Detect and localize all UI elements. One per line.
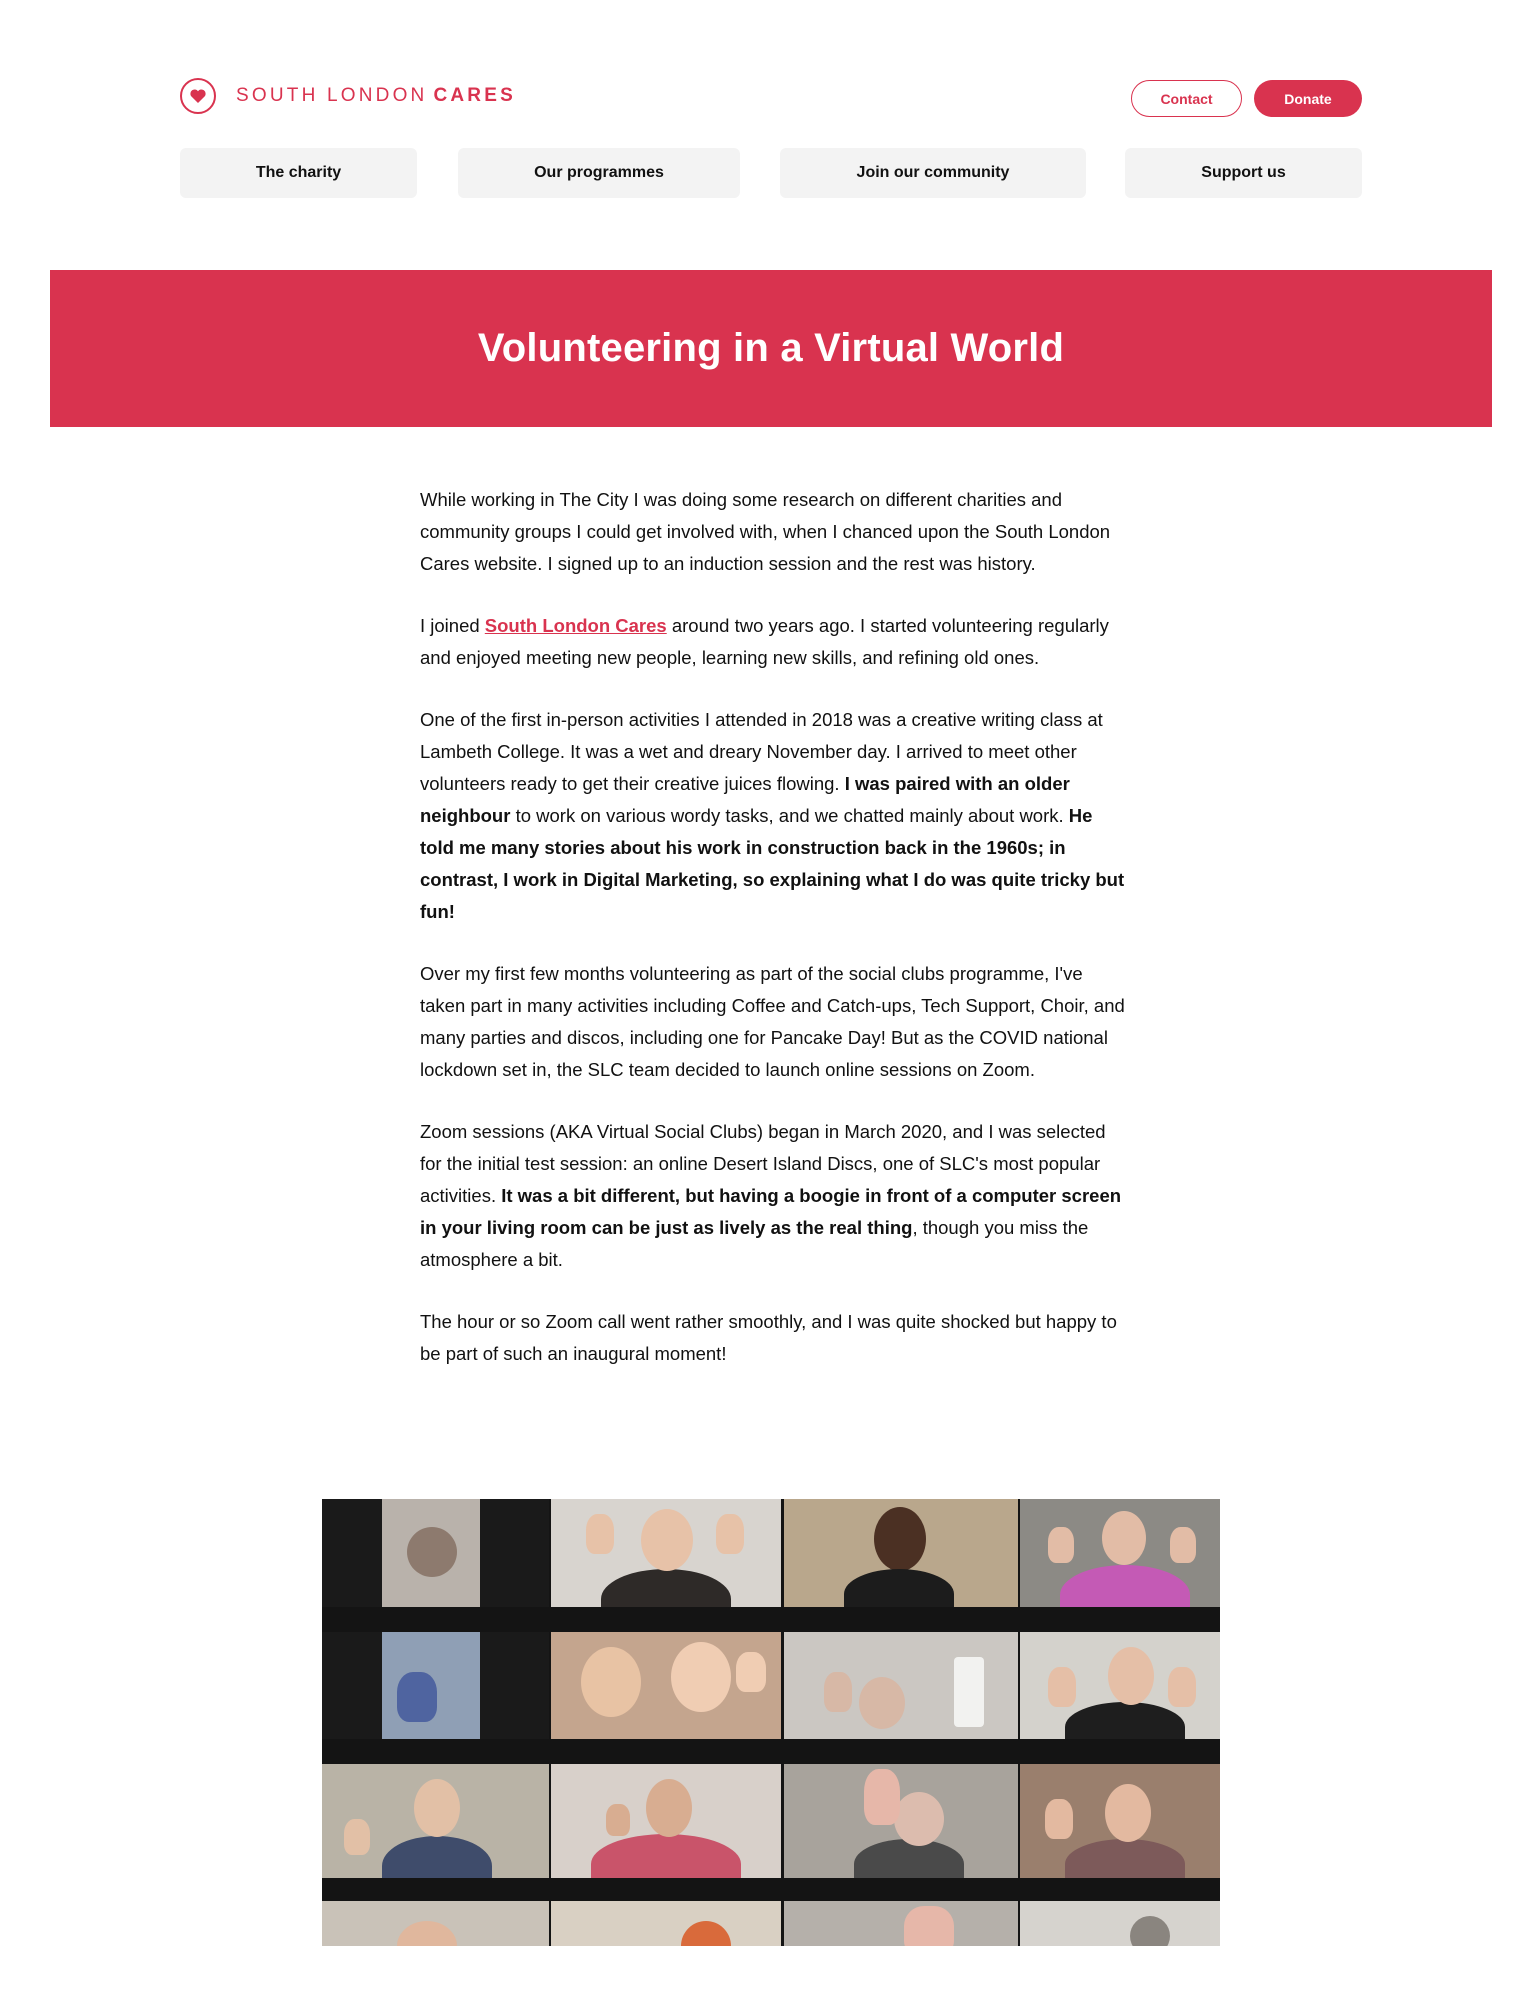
video-tile — [1020, 1901, 1220, 1946]
paragraph-3-bold-a: I was paired with an older neighbour — [420, 773, 1070, 826]
heart-icon — [180, 78, 216, 114]
nav-item-join-our-community[interactable]: Join our community — [780, 148, 1086, 198]
paragraph-2-text-b: around two years ago. I started volunteering regularly and enjoyed meeting new people, learning new skills, and refining old ones. — [420, 615, 1109, 668]
page-title: Volunteering in a Virtual World — [477, 326, 1065, 370]
paragraph-4: Over my first few months volunteering as part of the social clubs programme, I've taken part in many activities including Coffee and Catch-ups, Tech Support, Choir, and many parties and discos, including one for Pancake Day! But as the COVID national lockdown set in, the SLC team decided to launch online sessions on Zoom. — [420, 963, 1125, 1080]
video-tile — [1020, 1764, 1220, 1878]
video-tile — [1020, 1632, 1220, 1739]
donate-button[interactable]: Donate — [1254, 80, 1362, 117]
video-tile — [322, 1901, 549, 1946]
paragraph-3-bold-b: He told me many stories about his work in construction back in the 1960s; in contrast, I work in Digital Marketing, so explaining what I do was quite tricky but fun! — [420, 805, 1125, 922]
paragraph-3-text-b: to work on various wordy tasks, and we chatted mainly about work. — [510, 805, 1069, 826]
logo-word-bold: CARES — [433, 85, 516, 106]
logo-word-light: SOUTH LONDON — [236, 85, 428, 106]
paragraph-5-text-b: , though you miss the atmosphere a bit. — [420, 1217, 1089, 1270]
video-tile — [784, 1632, 1018, 1739]
south-london-cares-link[interactable]: South London Cares — [484, 615, 667, 636]
paragraph-1: While working in The City I was doing some research on different charities and community groups I could get involved with, when I chanced upon the South London Cares website. I signed up to an induction session and the rest was history. — [420, 489, 1111, 574]
article-body — [420, 484, 1130, 1400]
paragraph-5-text-a: Zoom sessions (AKA Virtual Social Clubs) began in March 2020, and I was selected for the initial test session: an online Desert Island Discs, one of SLC's most popular activities. — [420, 1121, 1106, 1206]
video-tile — [1020, 1499, 1220, 1607]
video-tile — [551, 1632, 781, 1739]
video-tile — [784, 1499, 1018, 1607]
video-tile — [551, 1901, 781, 1946]
video-tile — [322, 1764, 549, 1878]
hero-banner — [50, 270, 1492, 427]
video-tile — [784, 1764, 1018, 1878]
contact-button[interactable]: Contact — [1131, 80, 1242, 117]
paragraph-5 — [420, 1116, 1130, 1276]
paragraph-3 — [420, 704, 1130, 928]
video-tile — [322, 1499, 549, 1607]
paragraph-3-text-a: One of the first in-person activities I attended in 2018 was a creative writing class at Lambeth College. It was a wet and dreary November day. I arrived to meet other volunteers ready to get their creative juices flowing. — [420, 709, 1103, 794]
nav-item-support-us[interactable]: Support us — [1125, 148, 1362, 198]
paragraph-5-bold: It was a bit different, but having a boogie in front of a computer screen in your living room can be just as lively as the real thing — [420, 1185, 1122, 1238]
site-logo[interactable] — [180, 78, 516, 114]
zoom-call-photo — [322, 1499, 1220, 1946]
paragraph-2-text-a: I joined — [420, 615, 485, 636]
video-tile — [551, 1764, 781, 1878]
video-tile — [551, 1499, 781, 1607]
logo-wordmark — [236, 85, 516, 107]
nav-item-our-programmes[interactable]: Our programmes — [458, 148, 740, 198]
paragraph-2 — [420, 610, 1130, 674]
video-tile — [322, 1632, 549, 1739]
nav-item-the-charity[interactable]: The charity — [180, 148, 417, 198]
video-tile — [784, 1901, 1018, 1946]
paragraph-6: The hour or so Zoom call went rather smoothly, and I was quite shocked but happy to be part of such an inaugural moment! — [420, 1311, 1117, 1364]
